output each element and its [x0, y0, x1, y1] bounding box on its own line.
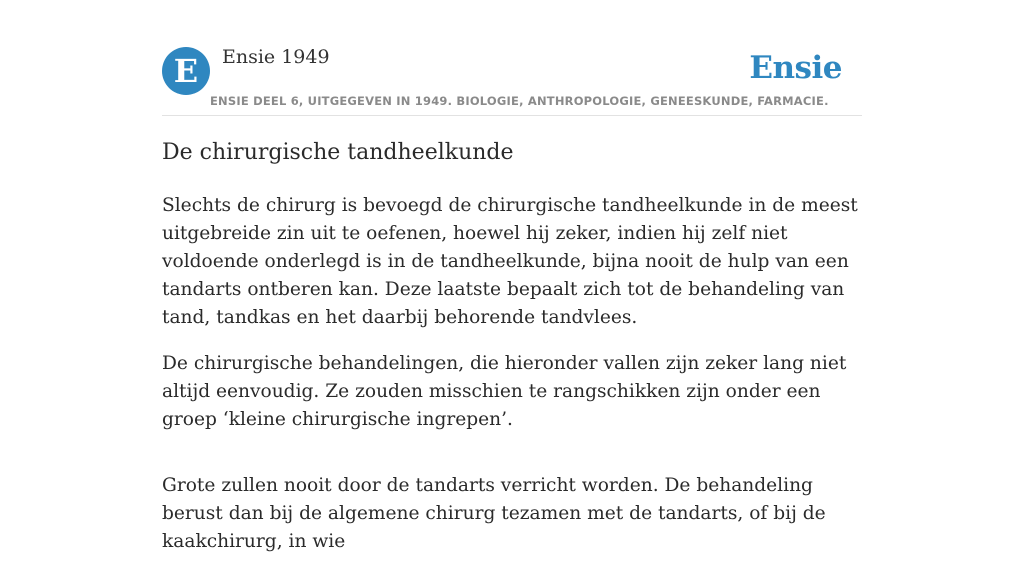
site-title-link[interactable]: Ensie 1949: [222, 46, 330, 68]
site-subtitle: ENSIE DEEL 6, UITGEGEVEN IN 1949. BIOLOGIE, ANTHROPOLOGIE, GENEESKUNDE, FARMACIE.: [210, 94, 829, 108]
entry-title: De chirurgische tandheelkunde: [162, 140, 514, 165]
site-header: [162, 0, 862, 116]
page: [162, 0, 862, 552]
ensie-logo-icon[interactable]: E: [162, 47, 210, 95]
entry-body: [162, 192, 862, 574]
body-paragraph: De chirurgische behandelingen, die hieronder vallen zijn zeker lang niet altijd eenvoudig. Ze zouden misschien te rangschikken zijn onder een groep ‘kleine chirurgische ingrepen’.: [162, 353, 847, 430]
brand-logo-link[interactable]: Ensie: [749, 50, 842, 86]
body-paragraph: Grote zullen nooit door de tandarts verricht worden. De behandeling berust dan bij de algemene chirurg tezamen met de tandarts, of bij de kaakchirurg, in wie: [162, 475, 826, 552]
body-paragraph: Slechts de chirurg is bevoegd de chirurgische tandheelkunde in de meest uitgebreide zin uit te oefenen, hoewel hij zeker, indien hij zelf niet voldoende onderlegd is in de tandheelkunde, bijna nooit de hulp van een tandarts ontberen kan. Deze laatste bepaalt zich tot de behandeling van tand, tandkas en het daarbij behorende tandvlees.: [162, 195, 858, 328]
